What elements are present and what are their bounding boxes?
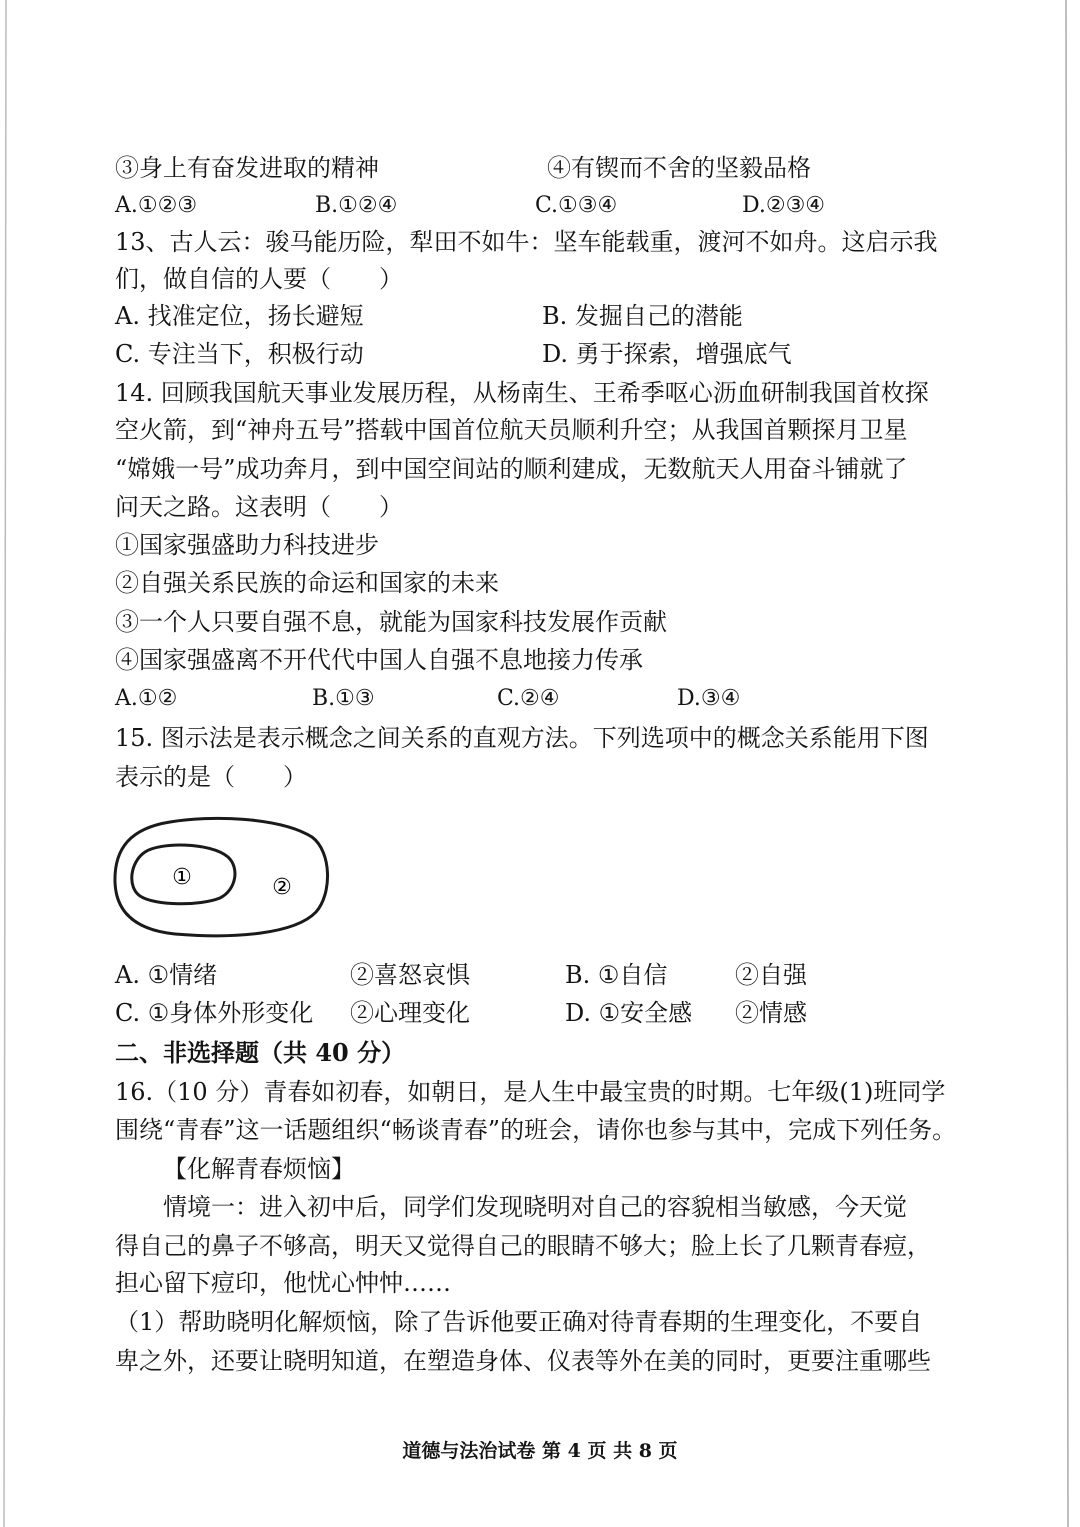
diagram-label-inner: ① <box>172 865 192 890</box>
q14-option-2: ②自强关系民族的命运和国家的未来 <box>115 569 499 597</box>
q16-subheading: 【化解青春烦恼】 <box>163 1155 355 1183</box>
q13-stem-line1: 13、古人云：骏马能历险，犁田不如牛：坚车能载重，渡河不如舟。这启示我 <box>115 228 938 256</box>
q15-option-c2: ②心理变化 <box>350 999 470 1027</box>
outer-ellipse <box>115 818 328 935</box>
section-heading: 二、非选择题（共 40 分） <box>115 1038 406 1067</box>
q13-option-d: D. 勇于探索，增强底气 <box>542 340 792 368</box>
q14-stem-line3: “嫦娥一号”成功奔月，到中国空间站的顺利建成，无数航天人用奋斗铺就了 <box>115 455 908 483</box>
page-footer: 道德与法治试卷 第 4 页 共 8 页 <box>402 1440 678 1462</box>
q16-stem-line1: 16.（10 分）青春如初春，如朝日，是人生中最宝贵的时期。七年级(1)班同学 <box>115 1078 946 1106</box>
q15-option-b2: ②自强 <box>735 961 807 989</box>
q15-option-d2: ②情感 <box>735 999 807 1027</box>
q14-option-1: ①国家强盛助力科技进步 <box>115 531 379 559</box>
q15-option-b1: B. ①自信 <box>565 961 668 989</box>
q16-scene-line2: 得自己的鼻子不够高，明天又觉得自己的眼睛不够大；脸上长了几颗青春痘， <box>115 1232 931 1260</box>
q14-stem-line4: 问天之路。这表明（ ） <box>115 493 403 521</box>
q16-scene-line3: 担心留下痘印，他忧心忡忡…… <box>115 1269 451 1297</box>
q13-option-a: A. 找准定位，扬长避短 <box>115 302 364 330</box>
q15-stem-line2: 表示的是（ ） <box>115 763 307 791</box>
q13-option-c: C. 专注当下，积极行动 <box>115 340 364 368</box>
diagram-label-outer: ② <box>272 875 292 900</box>
q12-option-3: ③身上有奋发进取的精神 <box>115 154 379 182</box>
q12-answer-b: B.①②④ <box>315 193 398 218</box>
q15-stem-line1: 15. 图示法是表示概念之间关系的直观方法。下列选项中的概念关系能用下图 <box>115 724 929 752</box>
q14-option-3: ③一个人只要自强不息，就能为国家科技发展作贡献 <box>115 608 667 636</box>
q12-answer-d: D.②③④ <box>742 193 826 218</box>
q12-option-4: ④有锲而不舍的坚毅品格 <box>547 154 811 182</box>
q14-answer-d: D.③④ <box>677 686 741 711</box>
q13-option-b: B. 发掘自己的潜能 <box>542 302 743 330</box>
q15-option-d1: D. ①安全感 <box>565 999 693 1027</box>
q14-stem-line2: 空火箭，到“神舟五号”搭载中国首位航天员顺利升空；从我国首颗探月卫星 <box>115 416 908 444</box>
q12-answer-a: A.①②③ <box>115 193 198 218</box>
q14-answer-b: B.①③ <box>312 686 375 711</box>
q16-sub1-line1: （1）帮助晓明化解烦恼，除了告诉他要正确对待青春期的生理变化，不要自 <box>115 1308 923 1336</box>
q14-option-4: ④国家强盛离不开代代中国人自强不息地接力传承 <box>115 646 643 674</box>
q14-answer-a: A.①② <box>115 686 178 711</box>
q14-answer-c: C.②④ <box>497 686 560 711</box>
q16-scene-line1: 情境一：进入初中后，同学们发现晓明对自己的容貌相当敏感，今天觉 <box>163 1193 907 1221</box>
q16-sub1-line2: 卑之外，还要让晓明知道，在塑造身体、仪表等外在美的同时，更要注重哪些 <box>115 1347 931 1375</box>
q15-option-a1: A. ①情绪 <box>115 961 218 989</box>
concept-diagram <box>110 812 340 942</box>
q13-stem-line2: 们，做自信的人要（ ） <box>115 265 403 293</box>
q16-stem-line2: 围绕“青春”这一话题组织“畅谈青春”的班会，请你也参与其中，完成下列任务。 <box>115 1116 957 1144</box>
q14-stem-line1: 14. 回顾我国航天事业发展历程，从杨南生、王希季呕心沥血研制我国首枚探 <box>115 379 929 407</box>
q15-option-c1: C. ①身体外形变化 <box>115 999 314 1027</box>
q15-option-a2: ②喜怒哀惧 <box>350 961 470 989</box>
q12-answer-c: C.①③④ <box>535 193 618 218</box>
